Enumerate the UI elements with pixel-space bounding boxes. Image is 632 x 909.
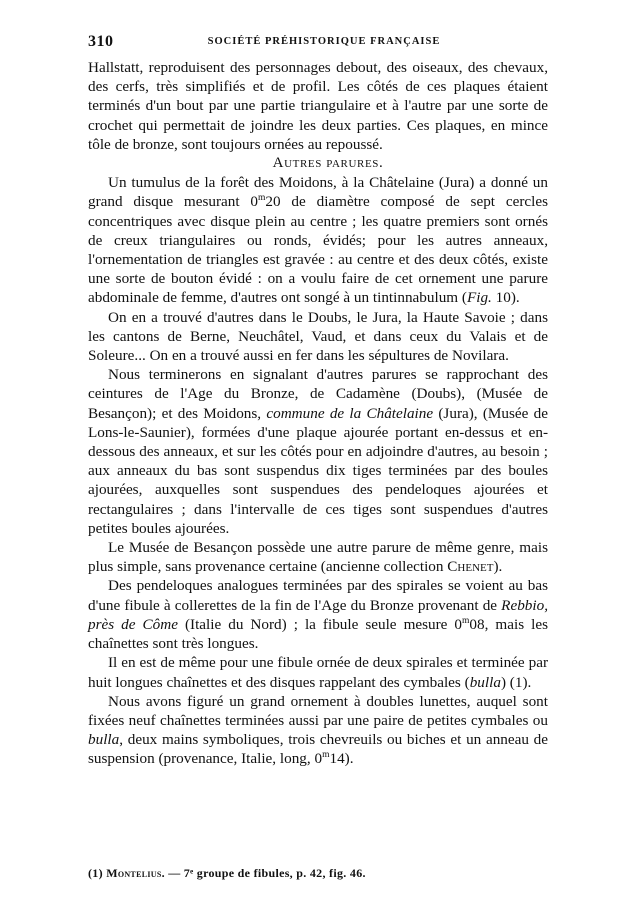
paragraph-text: 20 de diamètre composé de sept cercles concentriques avec disque plein au centre ; les quatre premiers sont ornés de creux triangulaires ou ronds, évidés; pour les autres anneaux, l'ornementation de triangles est gravée : au centre et des deux côtés, existe une sorte de bouton évidé : on a voulu faire de cet ornement une parure abdominale de femme, d'autres ont songé à un tintinnabulum ( xyxy=(88,193,549,307)
small-caps-name: Chenet xyxy=(447,558,494,576)
italic-text: commune de la Châtelaine xyxy=(266,404,434,422)
unit-superscript: m xyxy=(322,750,330,761)
figure-reference: Fig. xyxy=(466,289,492,307)
footnote-author: Montelius. xyxy=(106,866,165,880)
unit-superscript: m xyxy=(462,615,470,626)
paragraph-ceintures xyxy=(88,365,548,538)
paragraph-ornement xyxy=(88,692,548,769)
italic-text: Rebbio, près de Côme xyxy=(88,596,548,633)
paragraph-text: Nous avons figuré un grand ornement à doubles lunettes, auquel sont fixées neuf chaînettes terminées aussi par une paire de petites cymbales ou xyxy=(88,692,548,729)
running-title: SOCIÉTÉ PRÉHISTORIQUE FRANÇAISE xyxy=(207,36,441,47)
paragraph-text: 08, mais les chaînettes sont très longues. xyxy=(88,615,548,653)
paragraph-text: 10). xyxy=(491,289,520,307)
paragraph-text: Le Musée de Besançon possède une autre parure de même genre, mais plus simple, sans provenance certaine (ancienne collection xyxy=(88,539,548,576)
paragraph-continued xyxy=(88,58,548,154)
paragraph-text: 14). xyxy=(329,750,354,768)
italic-text: bulla xyxy=(88,731,120,749)
footnote-text: — 7ᵉ groupe de fibules, p. 42, fig. 46. xyxy=(164,866,366,880)
italic-text: bulla xyxy=(469,673,501,691)
paragraph-tumulus xyxy=(88,173,548,307)
paragraph-text: Il en est de même pour une fibule ornée de deux spirales et terminée par huit longues chaînettes et des disques rappelant des cymbales ( xyxy=(88,654,548,691)
footnote-marker: (1) xyxy=(88,866,107,880)
paragraph-text: , deux mains symboliques, trois chevreuils ou biches et un anneau de suspension (provenance, Italie, long, 0 xyxy=(88,731,548,768)
paragraph-besancon xyxy=(88,538,548,576)
paragraph-text: ) (1). xyxy=(500,673,532,691)
footnote xyxy=(88,866,548,881)
paragraph-text: Un tumulus de la forêt des Moidons, à la Châtelaine (Jura) a donné un grand disque mesurant 0 xyxy=(88,174,548,211)
paragraph-text: On en a trouvé d'autres dans le Doubs, le Jura, la Haute Savoie ; dans les cantons de Berne, Neuchâtel, Vaud, et dans ceux du Valais et de Soleure... On en a trouvé aussi en fer dans les sépultures de Novilara. xyxy=(88,308,548,365)
section-title: Autres parures. xyxy=(272,155,384,172)
unit-superscript: m xyxy=(258,193,266,204)
paragraph-fibule xyxy=(88,653,548,691)
page-number: 310 xyxy=(88,33,114,50)
paragraph-locations xyxy=(88,308,548,366)
paragraph-text: ). xyxy=(493,558,503,576)
page-header xyxy=(88,33,560,55)
paragraph-text: Nous terminerons en signalant d'autres parures se rapprochant des ceintures de l'Age du Bronze, de Cadamène (Doubs), (Musée de Besançon); et des Moidons, xyxy=(88,366,548,422)
paragraph-pendeloques xyxy=(88,576,548,653)
paragraph-text: Hallstatt, reproduisent des personnages debout, des oiseaux, des chevaux, des cerfs, très simplifiés et de profil. Les côtés de ces plaques étaient terminés d'un bout par une partie triangulaire et à l'autre par une sorte de crochet qui permettait de joindre les deux parties. Ces plaques, en mince tôle de bronze, sont toujours ornées au repoussé. xyxy=(88,59,548,153)
body-text xyxy=(88,58,548,769)
paragraph-text: Des pendeloques analogues terminées par des spirales se voient au bas d'une fibule à collerettes de la fin de l'Age du Bronze provenant de xyxy=(88,577,548,614)
paragraph-text: (Jura), (Musée de Lons-le-Saunier), formées d'une plaque ajourée portant en-dessus et en-dessous des anneaux, et sur les côtés pour en adjoindre d'autres, au besoin ; aux anneaux du bas sont suspendus dix tiges terminées par des boules ajourées, auxquelles sont suspendues des pendeloques ajourées et rectangulaires ; dans l'intervalle de ces tiges sont suspendues d'autres petites boules ajourées. xyxy=(88,404,548,537)
paragraph-text: (Italie du Nord) ; la fibule seule mesure 0 xyxy=(177,615,463,633)
